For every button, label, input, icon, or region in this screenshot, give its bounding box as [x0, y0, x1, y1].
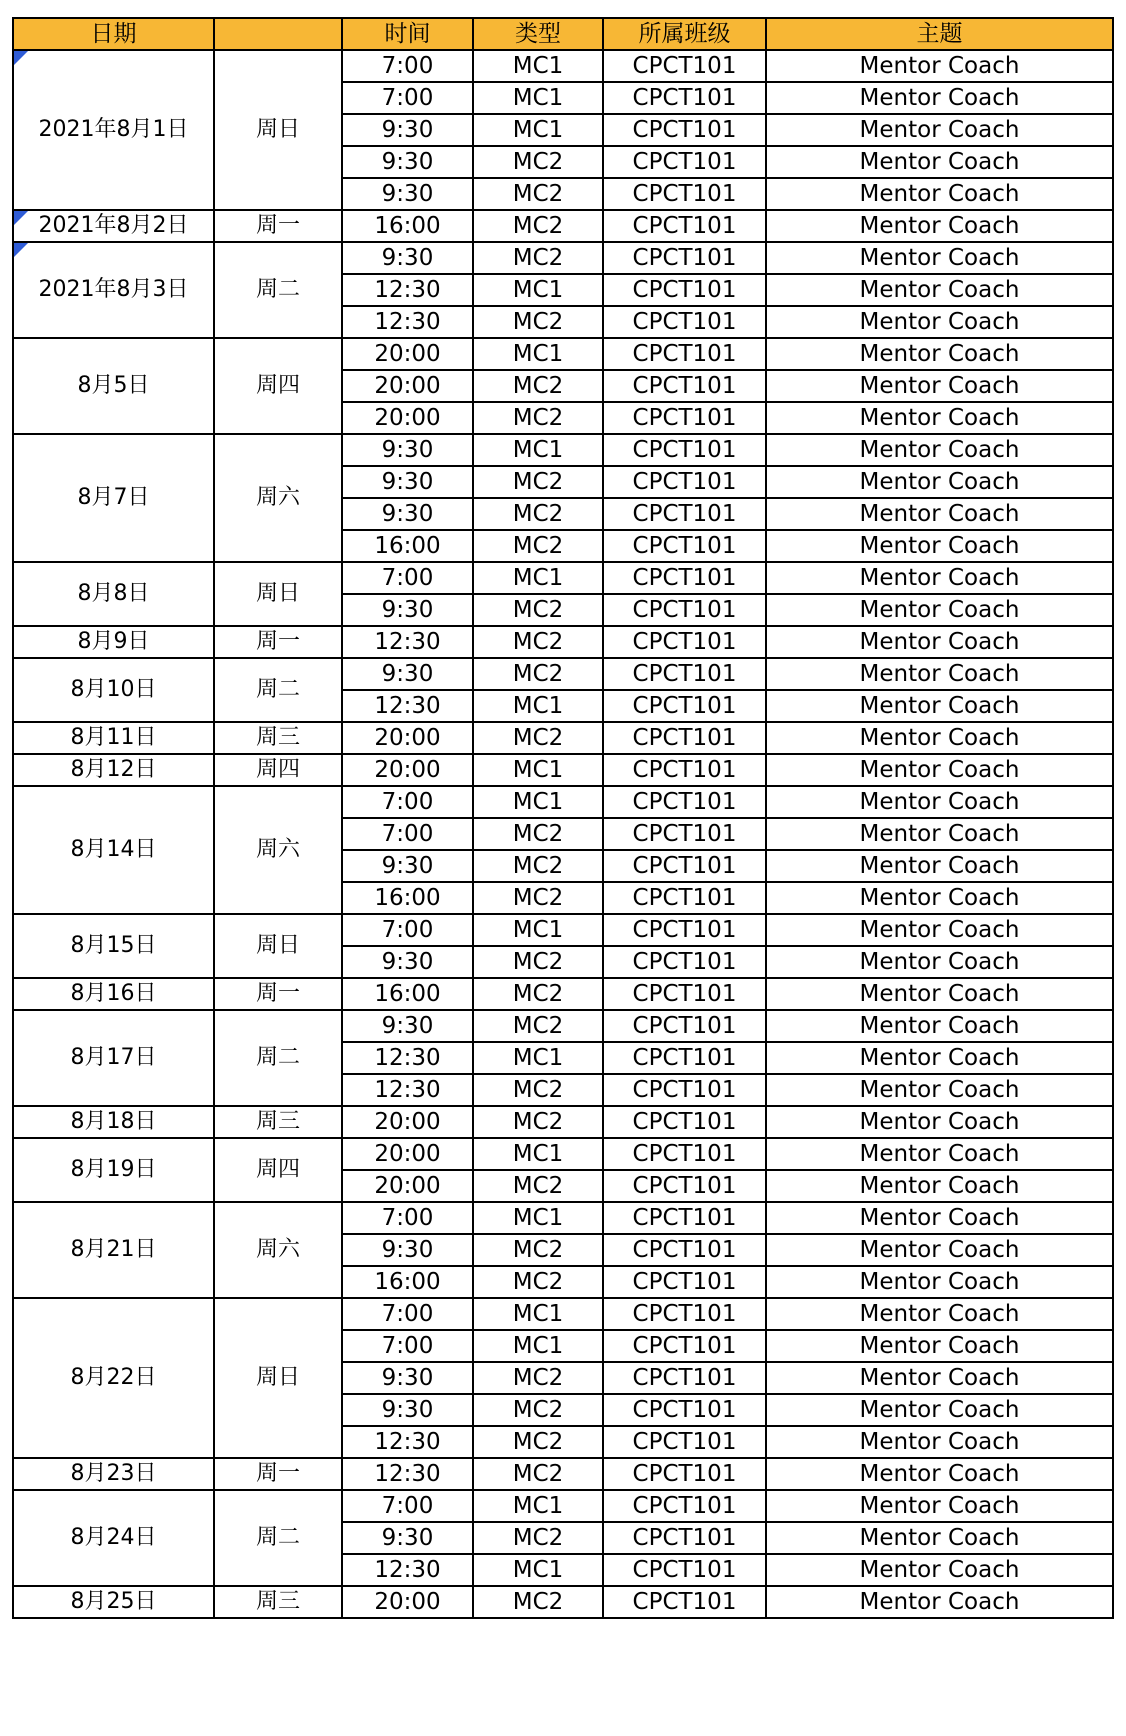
date-text: 8月15日 [70, 933, 157, 958]
class-cell[interactable]: CPCT101 [603, 1394, 766, 1426]
day-cell[interactable]: 周日 [214, 50, 342, 210]
type-cell[interactable]: MC1 [473, 434, 603, 466]
type-cell[interactable]: MC1 [473, 914, 603, 946]
date-text: 8月8日 [77, 581, 150, 606]
time-cell[interactable]: 7:00 [342, 1202, 473, 1234]
class-cell[interactable]: CPCT101 [603, 274, 766, 306]
class-cell[interactable]: CPCT101 [603, 1138, 766, 1170]
type-cell[interactable]: MC2 [473, 978, 603, 1010]
header-row [13, 18, 1113, 50]
time-cell[interactable]: 7:00 [342, 1490, 473, 1522]
time-cell[interactable]: 9:30 [342, 1522, 473, 1554]
class-cell[interactable]: CPCT101 [603, 1426, 766, 1458]
type-cell[interactable]: MC2 [473, 210, 603, 242]
comment-flag-icon [14, 51, 28, 65]
type-cell[interactable]: MC1 [473, 690, 603, 722]
topic-cell[interactable]: Mentor Coach [766, 1170, 1113, 1202]
table-row [13, 978, 1113, 1010]
topic-cell[interactable]: Mentor Coach [766, 1362, 1113, 1394]
class-cell[interactable]: CPCT101 [603, 722, 766, 754]
topic-cell[interactable]: Mentor Coach [766, 242, 1113, 274]
topic-cell[interactable]: Mentor Coach [766, 210, 1113, 242]
date-text: 8月12日 [70, 757, 157, 782]
time-cell[interactable]: 7:00 [342, 82, 473, 114]
type-cell[interactable]: MC1 [473, 338, 603, 370]
time-cell[interactable]: 16:00 [342, 978, 473, 1010]
topic-cell[interactable]: Mentor Coach [766, 402, 1113, 434]
date-cell[interactable] [13, 1298, 214, 1458]
time-cell[interactable]: 16:00 [342, 530, 473, 562]
type-cell[interactable]: MC2 [473, 498, 603, 530]
time-cell[interactable]: 16:00 [342, 210, 473, 242]
time-cell[interactable]: 20:00 [342, 402, 473, 434]
date-cell[interactable] [13, 626, 214, 658]
time-cell[interactable]: 12:30 [342, 1554, 473, 1586]
topic-cell[interactable]: Mentor Coach [766, 1394, 1113, 1426]
class-cell[interactable]: CPCT101 [603, 1106, 766, 1138]
class-cell[interactable]: CPCT101 [603, 1298, 766, 1330]
time-cell[interactable]: 9:30 [342, 658, 473, 690]
topic-cell[interactable]: Mentor Coach [766, 754, 1113, 786]
topic-cell[interactable]: Mentor Coach [766, 274, 1113, 306]
day-cell[interactable]: 周二 [214, 1010, 342, 1106]
table-row [13, 658, 1113, 690]
type-cell[interactable]: MC2 [473, 530, 603, 562]
topic-cell[interactable]: Mentor Coach [766, 1266, 1113, 1298]
date-cell[interactable] [13, 914, 214, 978]
date-cell[interactable] [13, 210, 214, 242]
schedule-body [13, 50, 1113, 1618]
header-time[interactable]: 时间 [342, 18, 473, 50]
time-cell[interactable]: 9:30 [342, 1234, 473, 1266]
type-cell[interactable]: MC2 [473, 1458, 603, 1490]
date-cell[interactable] [13, 1138, 214, 1202]
time-cell[interactable]: 9:30 [342, 1362, 473, 1394]
topic-cell[interactable]: Mentor Coach [766, 1010, 1113, 1042]
topic-cell[interactable]: Mentor Coach [766, 338, 1113, 370]
type-cell[interactable]: MC1 [473, 50, 603, 82]
day-cell[interactable]: 周二 [214, 1490, 342, 1586]
type-cell[interactable]: MC2 [473, 1010, 603, 1042]
class-cell[interactable]: CPCT101 [603, 1362, 766, 1394]
time-cell[interactable]: 9:30 [342, 1010, 473, 1042]
class-cell[interactable]: CPCT101 [603, 210, 766, 242]
day-cell[interactable]: 周日 [214, 914, 342, 978]
header-date[interactable]: 日期 [13, 18, 214, 50]
class-cell[interactable]: CPCT101 [603, 402, 766, 434]
topic-cell[interactable]: Mentor Coach [766, 882, 1113, 914]
comment-flag-icon [14, 243, 28, 257]
class-cell[interactable]: CPCT101 [603, 690, 766, 722]
time-cell[interactable]: 20:00 [342, 1586, 473, 1618]
type-cell[interactable]: MC2 [473, 402, 603, 434]
date-text: 8月10日 [70, 677, 157, 702]
class-cell[interactable]: CPCT101 [603, 882, 766, 914]
type-cell[interactable]: MC2 [473, 1266, 603, 1298]
time-cell[interactable]: 9:30 [342, 434, 473, 466]
time-cell[interactable]: 9:30 [342, 946, 473, 978]
class-cell[interactable]: CPCT101 [603, 1202, 766, 1234]
time-cell[interactable]: 12:30 [342, 306, 473, 338]
table-row [13, 562, 1113, 594]
type-cell[interactable]: MC1 [473, 562, 603, 594]
class-cell[interactable]: CPCT101 [603, 1458, 766, 1490]
date-text: 8月16日 [70, 981, 157, 1006]
type-cell[interactable]: MC2 [473, 1586, 603, 1618]
type-cell[interactable]: MC1 [473, 786, 603, 818]
day-cell[interactable]: 周一 [214, 1458, 342, 1490]
class-cell[interactable]: CPCT101 [603, 1010, 766, 1042]
schedule-table [12, 17, 1114, 1619]
topic-cell[interactable]: Mentor Coach [766, 1074, 1113, 1106]
day-cell[interactable]: 周日 [214, 562, 342, 626]
table-row [13, 434, 1113, 466]
topic-cell[interactable]: Mentor Coach [766, 1106, 1113, 1138]
topic-cell[interactable]: Mentor Coach [766, 562, 1113, 594]
table-row [13, 626, 1113, 658]
class-cell[interactable]: CPCT101 [603, 1490, 766, 1522]
table-row [13, 1298, 1113, 1330]
time-cell[interactable]: 9:30 [342, 1394, 473, 1426]
class-cell[interactable]: CPCT101 [603, 562, 766, 594]
day-cell[interactable]: 周三 [214, 1106, 342, 1138]
date-text: 2021年8月3日 [38, 277, 189, 302]
type-cell[interactable]: MC2 [473, 178, 603, 210]
topic-cell[interactable]: Mentor Coach [766, 914, 1113, 946]
date-text: 8月19日 [70, 1157, 157, 1182]
topic-cell[interactable]: Mentor Coach [766, 1522, 1113, 1554]
class-cell[interactable]: CPCT101 [603, 658, 766, 690]
class-cell[interactable]: CPCT101 [603, 1074, 766, 1106]
class-cell[interactable]: CPCT101 [603, 1234, 766, 1266]
table-row [13, 754, 1113, 786]
topic-cell[interactable]: Mentor Coach [766, 114, 1113, 146]
class-cell[interactable]: CPCT101 [603, 786, 766, 818]
type-cell[interactable]: MC2 [473, 466, 603, 498]
header-type[interactable]: 类型 [473, 18, 603, 50]
type-cell[interactable]: MC2 [473, 370, 603, 402]
topic-cell[interactable]: Mentor Coach [766, 1586, 1113, 1618]
date-cell[interactable] [13, 1010, 214, 1106]
date-text: 8月22日 [70, 1365, 157, 1390]
type-cell[interactable]: MC2 [473, 818, 603, 850]
day-cell[interactable]: 周一 [214, 626, 342, 658]
class-cell[interactable]: CPCT101 [603, 978, 766, 1010]
date-cell[interactable] [13, 338, 214, 434]
table-row [13, 1010, 1113, 1042]
topic-cell[interactable]: Mentor Coach [766, 626, 1113, 658]
date-cell[interactable] [13, 1490, 214, 1586]
date-cell[interactable] [13, 1458, 214, 1490]
time-cell[interactable]: 7:00 [342, 914, 473, 946]
class-cell[interactable]: CPCT101 [603, 306, 766, 338]
date-text: 8月14日 [70, 837, 157, 862]
day-cell[interactable]: 周日 [214, 1298, 342, 1458]
topic-cell[interactable]: Mentor Coach [766, 82, 1113, 114]
time-cell[interactable]: 9:30 [342, 466, 473, 498]
date-cell[interactable] [13, 722, 214, 754]
time-cell[interactable]: 12:30 [342, 1042, 473, 1074]
class-cell[interactable]: CPCT101 [603, 114, 766, 146]
class-cell[interactable]: CPCT101 [603, 1586, 766, 1618]
topic-cell[interactable]: Mentor Coach [766, 1458, 1113, 1490]
table-row [13, 1202, 1113, 1234]
time-cell[interactable]: 12:30 [342, 690, 473, 722]
time-cell[interactable]: 16:00 [342, 1266, 473, 1298]
type-cell[interactable]: MC2 [473, 1394, 603, 1426]
class-cell[interactable]: CPCT101 [603, 338, 766, 370]
topic-cell[interactable]: Mentor Coach [766, 658, 1113, 690]
type-cell[interactable]: MC1 [473, 1298, 603, 1330]
topic-cell[interactable]: Mentor Coach [766, 978, 1113, 1010]
header-day[interactable] [214, 18, 342, 50]
date-text: 8月17日 [70, 1045, 157, 1070]
class-cell[interactable]: CPCT101 [603, 914, 766, 946]
comment-flag-icon [14, 211, 28, 225]
time-cell[interactable]: 9:30 [342, 850, 473, 882]
topic-cell[interactable]: Mentor Coach [766, 1138, 1113, 1170]
topic-cell[interactable]: Mentor Coach [766, 1554, 1113, 1586]
time-cell[interactable]: 9:30 [342, 242, 473, 274]
time-cell[interactable]: 7:00 [342, 1298, 473, 1330]
table-row [13, 50, 1113, 82]
time-cell[interactable]: 20:00 [342, 1170, 473, 1202]
type-cell[interactable]: MC1 [473, 114, 603, 146]
topic-cell[interactable]: Mentor Coach [766, 50, 1113, 82]
type-cell[interactable]: MC2 [473, 1074, 603, 1106]
time-cell[interactable]: 12:30 [342, 1426, 473, 1458]
date-text: 8月24日 [70, 1525, 157, 1550]
class-cell[interactable]: CPCT101 [603, 1266, 766, 1298]
date-cell[interactable] [13, 978, 214, 1010]
topic-cell[interactable]: Mentor Coach [766, 594, 1113, 626]
type-cell[interactable]: MC2 [473, 882, 603, 914]
day-cell[interactable]: 周三 [214, 722, 342, 754]
type-cell[interactable]: MC1 [473, 1202, 603, 1234]
class-cell[interactable]: CPCT101 [603, 946, 766, 978]
day-cell[interactable]: 周四 [214, 1138, 342, 1202]
topic-cell[interactable]: Mentor Coach [766, 818, 1113, 850]
topic-cell[interactable]: Mentor Coach [766, 946, 1113, 978]
type-cell[interactable]: MC2 [473, 1170, 603, 1202]
type-cell[interactable]: MC2 [473, 242, 603, 274]
day-cell[interactable]: 周一 [214, 210, 342, 242]
class-cell[interactable]: CPCT101 [603, 1522, 766, 1554]
class-cell[interactable]: CPCT101 [603, 50, 766, 82]
type-cell[interactable]: MC2 [473, 850, 603, 882]
day-cell[interactable]: 周六 [214, 434, 342, 562]
topic-cell[interactable]: Mentor Coach [766, 498, 1113, 530]
type-cell[interactable]: MC1 [473, 1490, 603, 1522]
day-cell[interactable]: 周四 [214, 338, 342, 434]
table-row [13, 1138, 1113, 1170]
topic-cell[interactable]: Mentor Coach [766, 786, 1113, 818]
class-cell[interactable]: CPCT101 [603, 178, 766, 210]
type-cell[interactable]: MC1 [473, 1138, 603, 1170]
time-cell[interactable]: 9:30 [342, 594, 473, 626]
table-row [13, 338, 1113, 370]
class-cell[interactable]: CPCT101 [603, 1170, 766, 1202]
day-cell[interactable]: 周六 [214, 786, 342, 914]
table-row [13, 1490, 1113, 1522]
table-row [13, 210, 1113, 242]
type-cell[interactable]: MC2 [473, 1522, 603, 1554]
class-cell[interactable]: CPCT101 [603, 754, 766, 786]
time-cell[interactable]: 16:00 [342, 882, 473, 914]
type-cell[interactable]: MC2 [473, 1234, 603, 1266]
time-cell[interactable]: 20:00 [342, 1106, 473, 1138]
date-text: 8月18日 [70, 1109, 157, 1134]
table-row [13, 914, 1113, 946]
topic-cell[interactable]: Mentor Coach [766, 178, 1113, 210]
class-cell[interactable]: CPCT101 [603, 1330, 766, 1362]
class-cell[interactable]: CPCT101 [603, 466, 766, 498]
class-cell[interactable]: CPCT101 [603, 242, 766, 274]
topic-cell[interactable]: Mentor Coach [766, 1042, 1113, 1074]
day-cell[interactable]: 周一 [214, 978, 342, 1010]
date-cell[interactable] [13, 434, 214, 562]
topic-cell[interactable]: Mentor Coach [766, 1298, 1113, 1330]
type-cell[interactable]: MC1 [473, 1042, 603, 1074]
class-cell[interactable]: CPCT101 [603, 626, 766, 658]
time-cell[interactable]: 9:30 [342, 146, 473, 178]
topic-cell[interactable]: Mentor Coach [766, 1426, 1113, 1458]
date-text: 2021年8月2日 [38, 213, 189, 238]
type-cell[interactable]: MC1 [473, 1330, 603, 1362]
topic-cell[interactable]: Mentor Coach [766, 690, 1113, 722]
type-cell[interactable]: MC2 [473, 946, 603, 978]
class-cell[interactable]: CPCT101 [603, 850, 766, 882]
time-cell[interactable]: 7:00 [342, 50, 473, 82]
topic-cell[interactable]: Mentor Coach [766, 306, 1113, 338]
time-cell[interactable]: 20:00 [342, 1138, 473, 1170]
day-cell[interactable]: 周六 [214, 1202, 342, 1298]
topic-cell[interactable]: Mentor Coach [766, 530, 1113, 562]
class-cell[interactable]: CPCT101 [603, 818, 766, 850]
header-topic[interactable]: 主题 [766, 18, 1113, 50]
time-cell[interactable]: 12:30 [342, 1458, 473, 1490]
date-cell[interactable] [13, 658, 214, 722]
table-row [13, 242, 1113, 274]
class-cell[interactable]: CPCT101 [603, 1554, 766, 1586]
time-cell[interactable]: 12:30 [342, 626, 473, 658]
date-cell[interactable] [13, 1106, 214, 1138]
table-row [13, 1106, 1113, 1138]
type-cell[interactable]: MC1 [473, 754, 603, 786]
topic-cell[interactable]: Mentor Coach [766, 1330, 1113, 1362]
type-cell[interactable]: MC2 [473, 1426, 603, 1458]
date-cell[interactable] [13, 754, 214, 786]
table-row [13, 1458, 1113, 1490]
class-cell[interactable]: CPCT101 [603, 498, 766, 530]
date-text: 8月7日 [77, 485, 150, 510]
type-cell[interactable]: MC2 [473, 722, 603, 754]
time-cell[interactable]: 7:00 [342, 1330, 473, 1362]
date-cell[interactable] [13, 50, 214, 210]
topic-cell[interactable]: Mentor Coach [766, 370, 1113, 402]
date-text: 8月23日 [70, 1461, 157, 1486]
table-row [13, 722, 1113, 754]
type-cell[interactable]: MC2 [473, 1106, 603, 1138]
time-cell[interactable]: 9:30 [342, 178, 473, 210]
date-cell[interactable] [13, 1586, 214, 1618]
topic-cell[interactable]: Mentor Coach [766, 722, 1113, 754]
time-cell[interactable]: 20:00 [342, 722, 473, 754]
topic-cell[interactable]: Mentor Coach [766, 1234, 1113, 1266]
time-cell[interactable]: 7:00 [342, 562, 473, 594]
time-cell[interactable]: 20:00 [342, 338, 473, 370]
topic-cell[interactable]: Mentor Coach [766, 1202, 1113, 1234]
type-cell[interactable]: MC2 [473, 146, 603, 178]
day-cell[interactable]: 周四 [214, 754, 342, 786]
day-cell[interactable]: 周二 [214, 658, 342, 722]
date-text: 8月25日 [70, 1589, 157, 1614]
header-class[interactable]: 所属班级 [603, 18, 766, 50]
date-text: 8月9日 [77, 629, 150, 654]
date-text: 8月11日 [70, 725, 157, 750]
topic-cell[interactable]: Mentor Coach [766, 1490, 1113, 1522]
topic-cell[interactable]: Mentor Coach [766, 466, 1113, 498]
time-cell[interactable]: 7:00 [342, 786, 473, 818]
type-cell[interactable]: MC2 [473, 306, 603, 338]
topic-cell[interactable]: Mentor Coach [766, 850, 1113, 882]
time-cell[interactable]: 9:30 [342, 498, 473, 530]
topic-cell[interactable]: Mentor Coach [766, 146, 1113, 178]
class-cell[interactable]: CPCT101 [603, 146, 766, 178]
class-cell[interactable]: CPCT101 [603, 434, 766, 466]
type-cell[interactable]: MC2 [473, 626, 603, 658]
class-cell[interactable]: CPCT101 [603, 82, 766, 114]
time-cell[interactable]: 20:00 [342, 370, 473, 402]
table-row [13, 786, 1113, 818]
type-cell[interactable]: MC1 [473, 274, 603, 306]
class-cell[interactable]: CPCT101 [603, 530, 766, 562]
date-text: 8月5日 [77, 373, 150, 398]
type-cell[interactable]: MC1 [473, 1554, 603, 1586]
type-cell[interactable]: MC2 [473, 1362, 603, 1394]
day-cell[interactable]: 周三 [214, 1586, 342, 1618]
type-cell[interactable]: MC1 [473, 82, 603, 114]
date-cell[interactable] [13, 562, 214, 626]
time-cell[interactable]: 7:00 [342, 818, 473, 850]
class-cell[interactable]: CPCT101 [603, 370, 766, 402]
type-cell[interactable]: MC2 [473, 594, 603, 626]
class-cell[interactable]: CPCT101 [603, 1042, 766, 1074]
topic-cell[interactable]: Mentor Coach [766, 434, 1113, 466]
time-cell[interactable]: 9:30 [342, 114, 473, 146]
class-cell[interactable]: CPCT101 [603, 594, 766, 626]
time-cell[interactable]: 20:00 [342, 754, 473, 786]
date-cell[interactable] [13, 786, 214, 914]
day-cell[interactable]: 周二 [214, 242, 342, 338]
date-text: 8月21日 [70, 1237, 157, 1262]
time-cell[interactable]: 12:30 [342, 1074, 473, 1106]
type-cell[interactable]: MC2 [473, 658, 603, 690]
date-text: 2021年8月1日 [38, 117, 189, 142]
time-cell[interactable]: 12:30 [342, 274, 473, 306]
table-row [13, 1586, 1113, 1618]
date-cell[interactable] [13, 242, 214, 338]
date-cell[interactable] [13, 1202, 214, 1298]
